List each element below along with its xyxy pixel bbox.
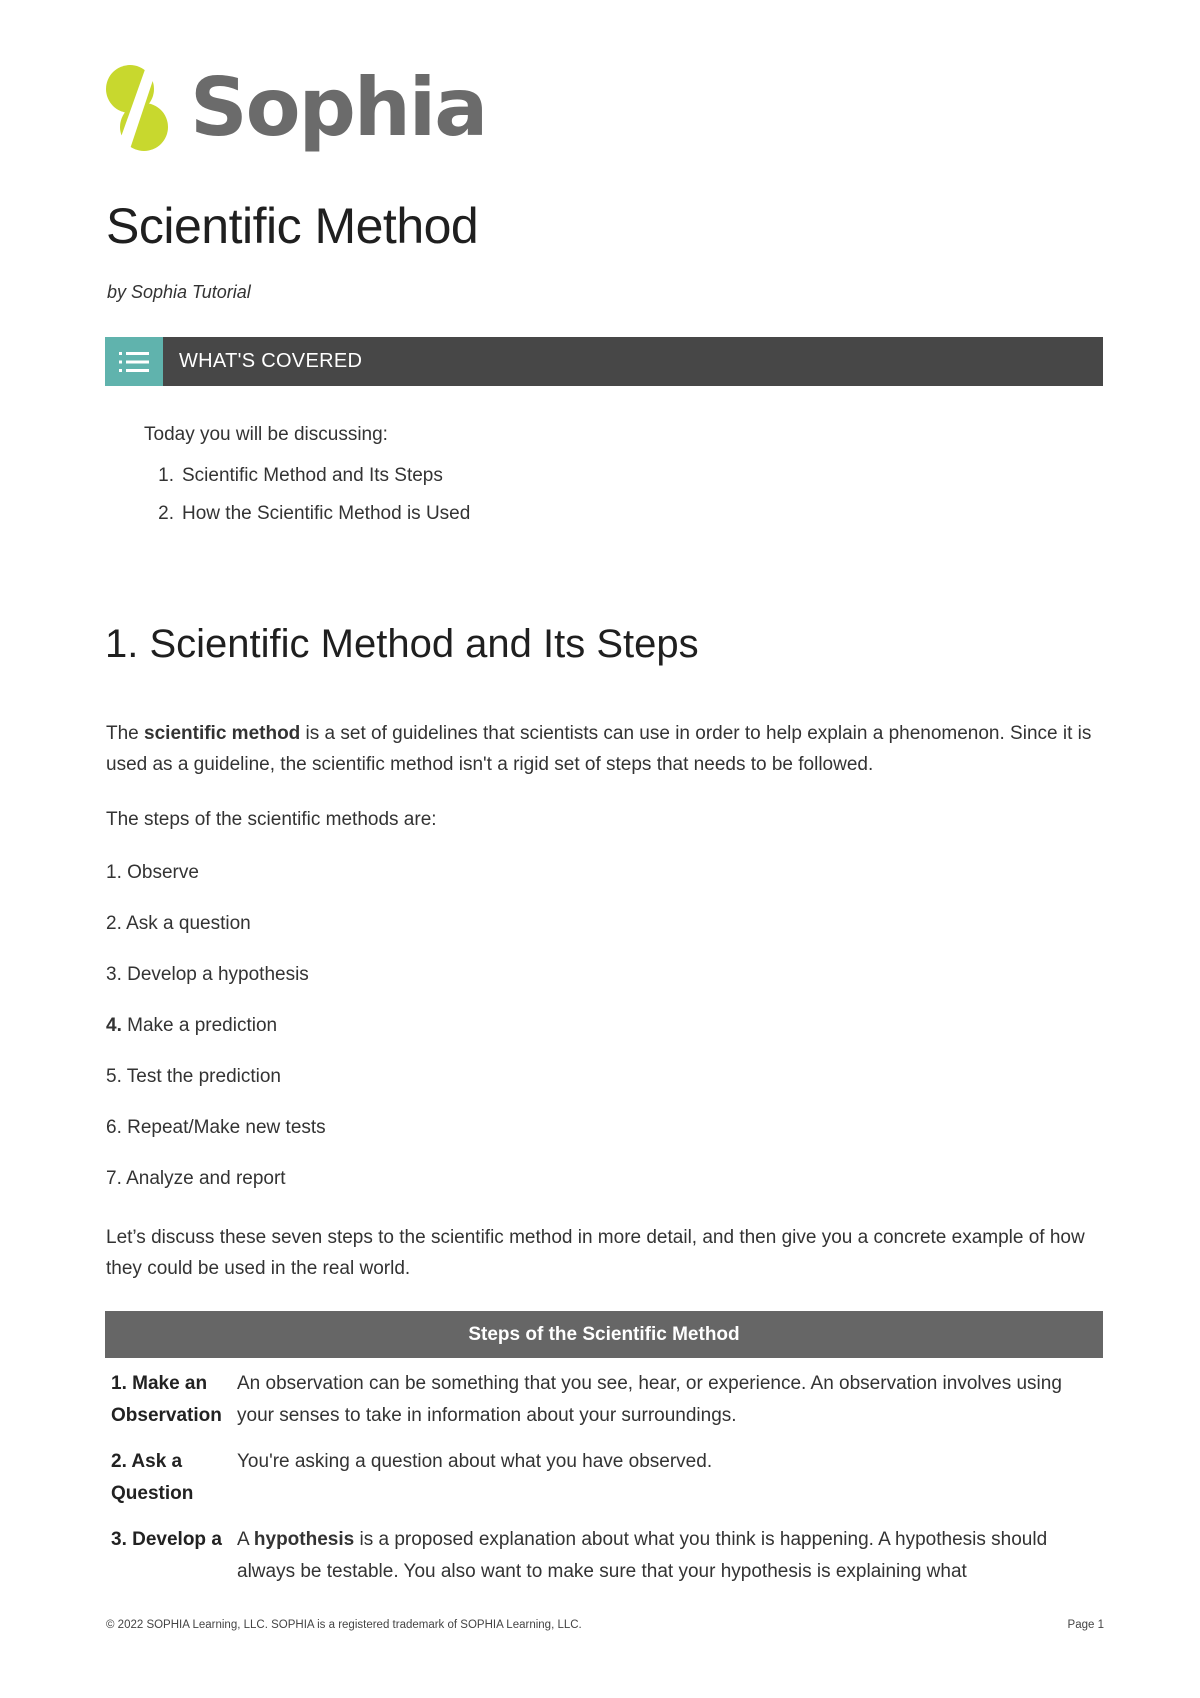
step-number: 7. bbox=[106, 1168, 122, 1189]
section-heading: 1. Scientific Method and Its Steps bbox=[105, 622, 699, 666]
steps-table bbox=[105, 1311, 1103, 1588]
cell-text: is a proposed explanation about what you think is happening. A hypothesis should always be testable. You also want to make sure that your hypothesis is explaining what bbox=[237, 1529, 1048, 1582]
covered-intro: Today you will be discussing: bbox=[144, 424, 388, 445]
byline: by Sophia Tutorial bbox=[107, 282, 251, 302]
step-number: 1. bbox=[106, 862, 122, 883]
list-item bbox=[144, 500, 470, 538]
step-text: Repeat/Make new tests bbox=[121, 1117, 326, 1138]
steps-intro: The steps of the scientific methods are: bbox=[106, 809, 437, 830]
paragraph-text: is a set of guidelines that scientists can use in order to help explain a phenomenon. Since it is used as a guideline, the scientific method isn't a rigid set of steps that needs to be followed. bbox=[106, 723, 1092, 775]
sophia-logo-mark-icon bbox=[104, 59, 170, 157]
table-step-cell: 1. Make an Observation bbox=[111, 1373, 222, 1426]
list-item bbox=[144, 462, 470, 500]
covered-topics-list bbox=[144, 462, 470, 538]
step-text: Test the prediction bbox=[121, 1066, 281, 1087]
list-item-number: 2. bbox=[158, 503, 174, 524]
closing-paragraph: Let’s discuss these seven steps to the scientific method in more detail, and then give you a concrete example of how they could be used in the real world. bbox=[106, 1227, 1085, 1279]
table-desc-cell: An observation can be something that you see, hear, or experience. An observation involves using your senses to take in information about your surroundings. bbox=[237, 1373, 1062, 1426]
steps-list bbox=[106, 858, 326, 1215]
table-step-cell: 2. Ask a Question bbox=[111, 1451, 194, 1504]
page-footer bbox=[106, 1619, 1104, 1631]
list-icon bbox=[105, 337, 163, 386]
step-number: 6. bbox=[106, 1117, 122, 1138]
step-text: Ask a question bbox=[121, 913, 251, 934]
whats-covered-label: WHAT'S COVERED bbox=[179, 350, 363, 372]
step-text: Make a prediction bbox=[121, 1015, 278, 1036]
table-desc-cell bbox=[237, 1524, 1103, 1588]
step-number: 4. bbox=[106, 1015, 122, 1036]
list-item-text: Scientific Method and Its Steps bbox=[182, 465, 443, 486]
table-title: Steps of the Scientific Method bbox=[105, 1311, 1103, 1358]
key-term: hypothesis bbox=[253, 1529, 355, 1550]
step-item bbox=[106, 1062, 326, 1113]
table-step-cell: 3. Develop a bbox=[111, 1529, 222, 1550]
logo-wordmark: Sophia bbox=[190, 61, 487, 154]
page-title: Scientific Method bbox=[106, 198, 479, 254]
key-term: scientific method bbox=[144, 723, 301, 744]
step-item bbox=[106, 858, 326, 909]
step-text: Develop a hypothesis bbox=[121, 964, 309, 985]
step-number: 5. bbox=[106, 1066, 122, 1087]
table-row bbox=[105, 1518, 1103, 1588]
list-item-number: 1. bbox=[158, 465, 174, 486]
step-item bbox=[106, 909, 326, 960]
step-text: Observe bbox=[121, 862, 199, 883]
step-item bbox=[106, 1164, 326, 1215]
table-row bbox=[105, 1358, 1103, 1440]
step-item bbox=[106, 1011, 326, 1062]
step-text: Analyze and report bbox=[121, 1168, 286, 1189]
table-row bbox=[105, 1440, 1103, 1518]
step-number: 3. bbox=[106, 964, 122, 985]
whats-covered-bar bbox=[105, 337, 1103, 386]
page-number: Page 1 bbox=[1067, 1619, 1104, 1631]
cell-text: A bbox=[237, 1529, 254, 1550]
definition-paragraph bbox=[106, 718, 1106, 780]
table-desc-cell: You're asking a question about what you have observed. bbox=[237, 1451, 713, 1472]
sophia-logo bbox=[104, 56, 486, 160]
paragraph-text: The bbox=[106, 723, 145, 744]
list-item-text: How the Scientific Method is Used bbox=[182, 503, 471, 524]
step-item bbox=[106, 1113, 326, 1164]
step-number: 2. bbox=[106, 913, 122, 934]
step-item bbox=[106, 960, 326, 1011]
copyright-text: © 2022 SOPHIA Learning, LLC. SOPHIA is a registered trademark of SOPHIA Learning, LLC. bbox=[106, 1619, 582, 1631]
